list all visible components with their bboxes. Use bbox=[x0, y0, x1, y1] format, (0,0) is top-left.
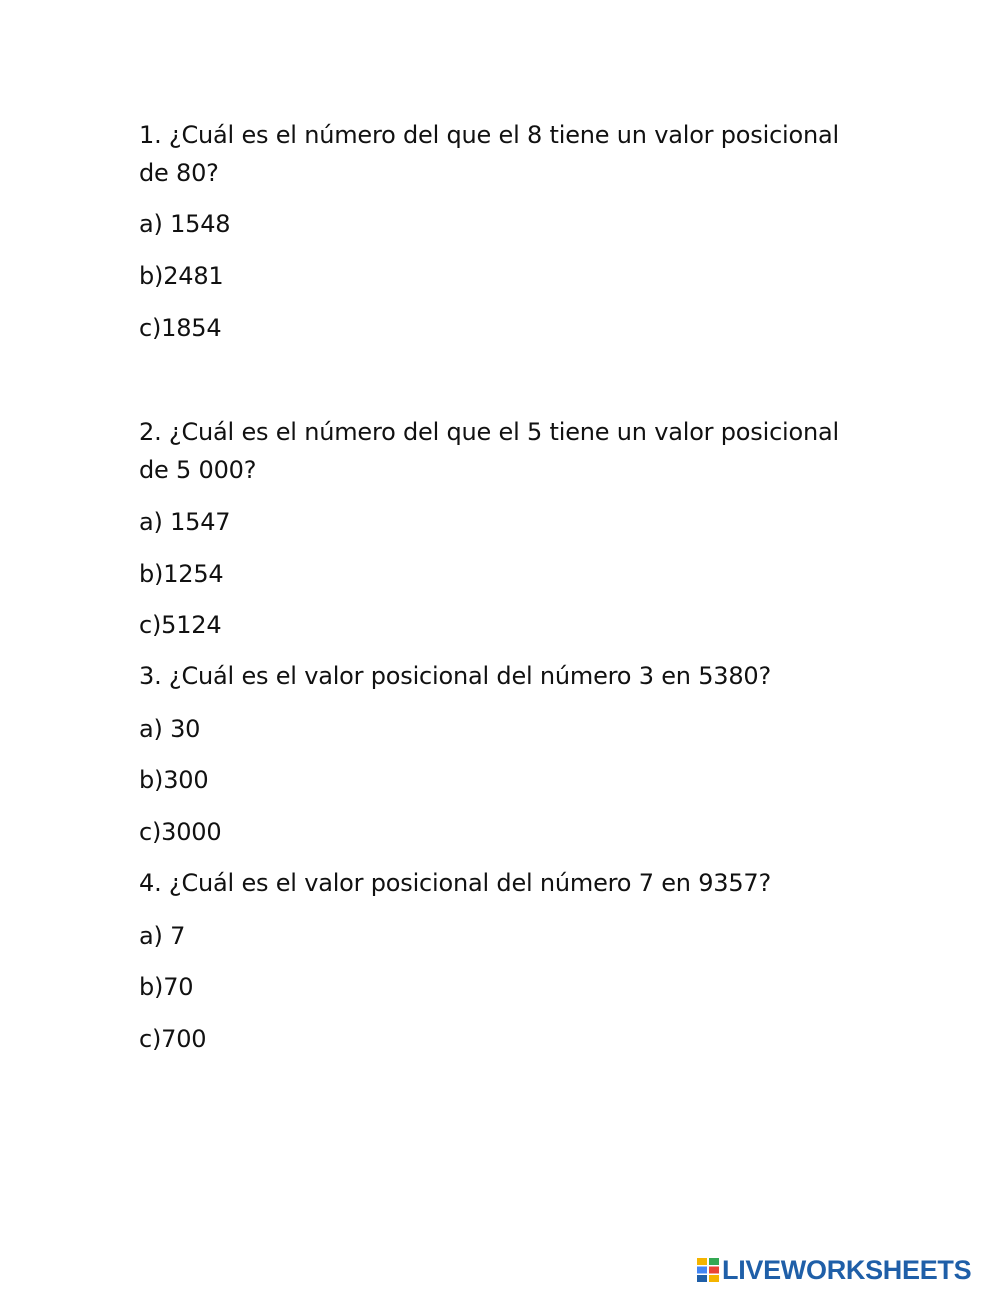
question-1-text: 1. ¿Cuál es el número del que el 8 tiene un valor posicional bbox=[139, 121, 839, 149]
question-2-text: 2. ¿Cuál es el número del que el 5 tiene un valor posicional bbox=[139, 418, 839, 446]
question-2-option-c: c)5124 bbox=[139, 611, 222, 639]
question-4-text: 4. ¿Cuál es el valor posicional del número 7 en 9357? bbox=[139, 869, 772, 897]
question-1-option-a: a) 1548 bbox=[139, 210, 231, 238]
liveworksheets-logo-text: LIVEWORKSHEETS bbox=[722, 1255, 972, 1285]
question-2-text-continued: de 5 000? bbox=[139, 456, 257, 484]
question-2-option-a: a) 1547 bbox=[139, 508, 231, 536]
question-4-option-a: a) 7 bbox=[139, 922, 186, 950]
question-4-option-b: b)70 bbox=[139, 973, 194, 1001]
question-3-option-c: c)3000 bbox=[139, 818, 222, 846]
liveworksheets-logo bbox=[697, 1255, 971, 1285]
question-4-option-c: c)700 bbox=[139, 1025, 207, 1053]
question-3-option-b: b)300 bbox=[139, 766, 209, 794]
question-1-text-continued: de 80? bbox=[139, 159, 219, 187]
question-3-text: 3. ¿Cuál es el valor posicional del número 3 en 5380? bbox=[139, 662, 772, 690]
question-3-option-a: a) 30 bbox=[139, 715, 201, 743]
liveworksheets-logo-icon bbox=[697, 1258, 719, 1282]
question-2-option-b: b)1254 bbox=[139, 560, 224, 588]
question-1-option-b: b)2481 bbox=[139, 262, 224, 290]
question-1-option-c: c)1854 bbox=[139, 314, 222, 342]
